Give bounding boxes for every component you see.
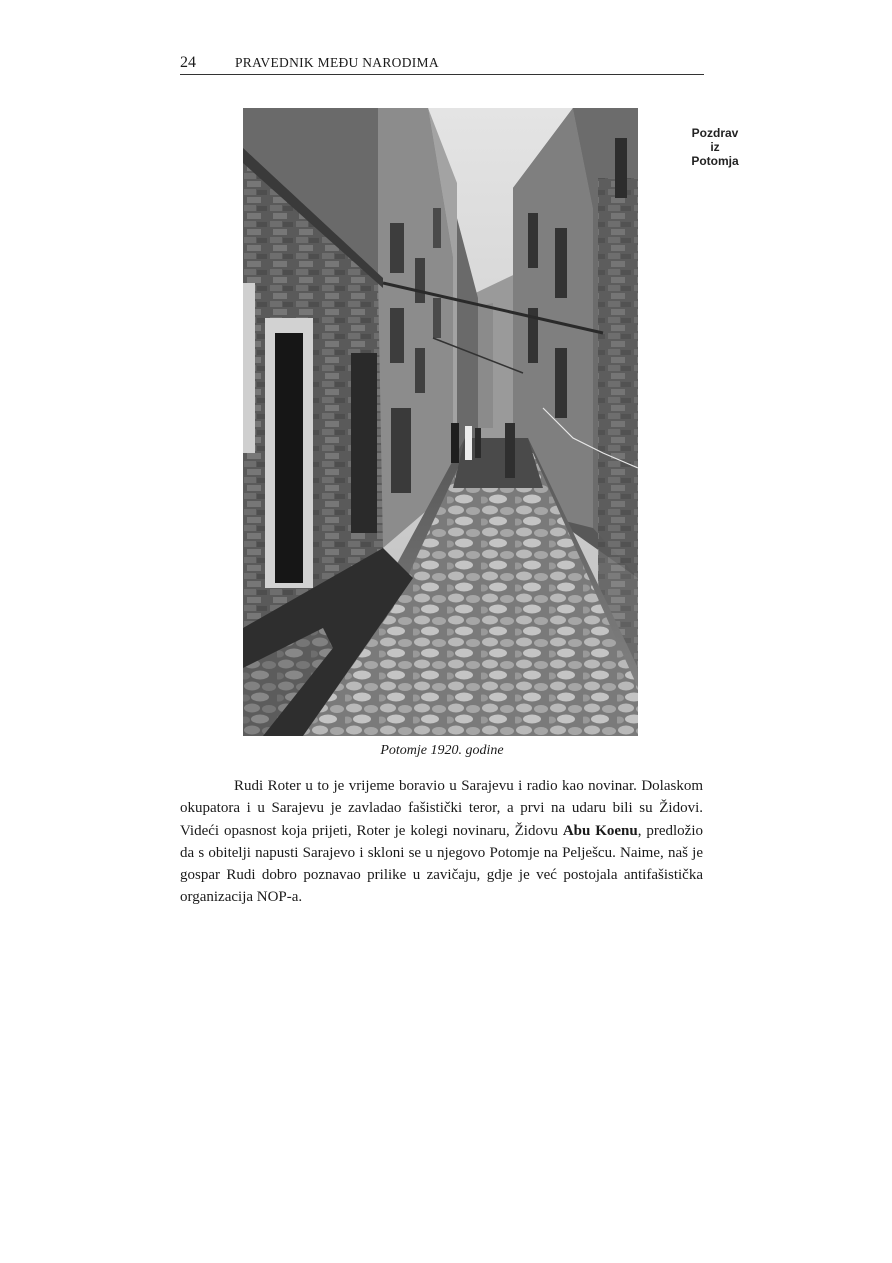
running-title: PRAVEDNIK MEĐU NARODIMA xyxy=(235,55,439,70)
street-photo xyxy=(243,108,739,736)
paragraph-text: Rudi Roter u to je vrijeme boravio u Sarajevu i radio kao novinar. Dolaskom okupatora i u Sarajevu je zavladao fašistički teror, a prvi na udaru bili su Židovi. Videći opasnost koja prijeti, Roter je kolegi novinaru, Židovu xyxy=(180,778,703,839)
paragraph xyxy=(180,775,703,909)
postcard-line: iz xyxy=(710,140,720,154)
postcard-line: Pozdrav xyxy=(691,126,739,140)
person-name: Abu Koenu xyxy=(562,822,638,839)
paragraph-text: , predložio da s obitelji napusti Sarajevo i skloni se u njegovo Potomje na Pelješcu. Naime, naš je gospar Rudi dobro poznavao prilike u zavičaju, gdje je već postojala antifašistička organizacija NOP-a. xyxy=(180,822,703,906)
postcard-greeting xyxy=(680,126,750,168)
postcard-line: Potomja xyxy=(691,154,739,168)
page-header xyxy=(180,52,704,75)
page-number: 24 xyxy=(180,54,196,71)
photo-caption: Potomje 1920. godine xyxy=(380,743,504,758)
body-text xyxy=(180,775,703,909)
